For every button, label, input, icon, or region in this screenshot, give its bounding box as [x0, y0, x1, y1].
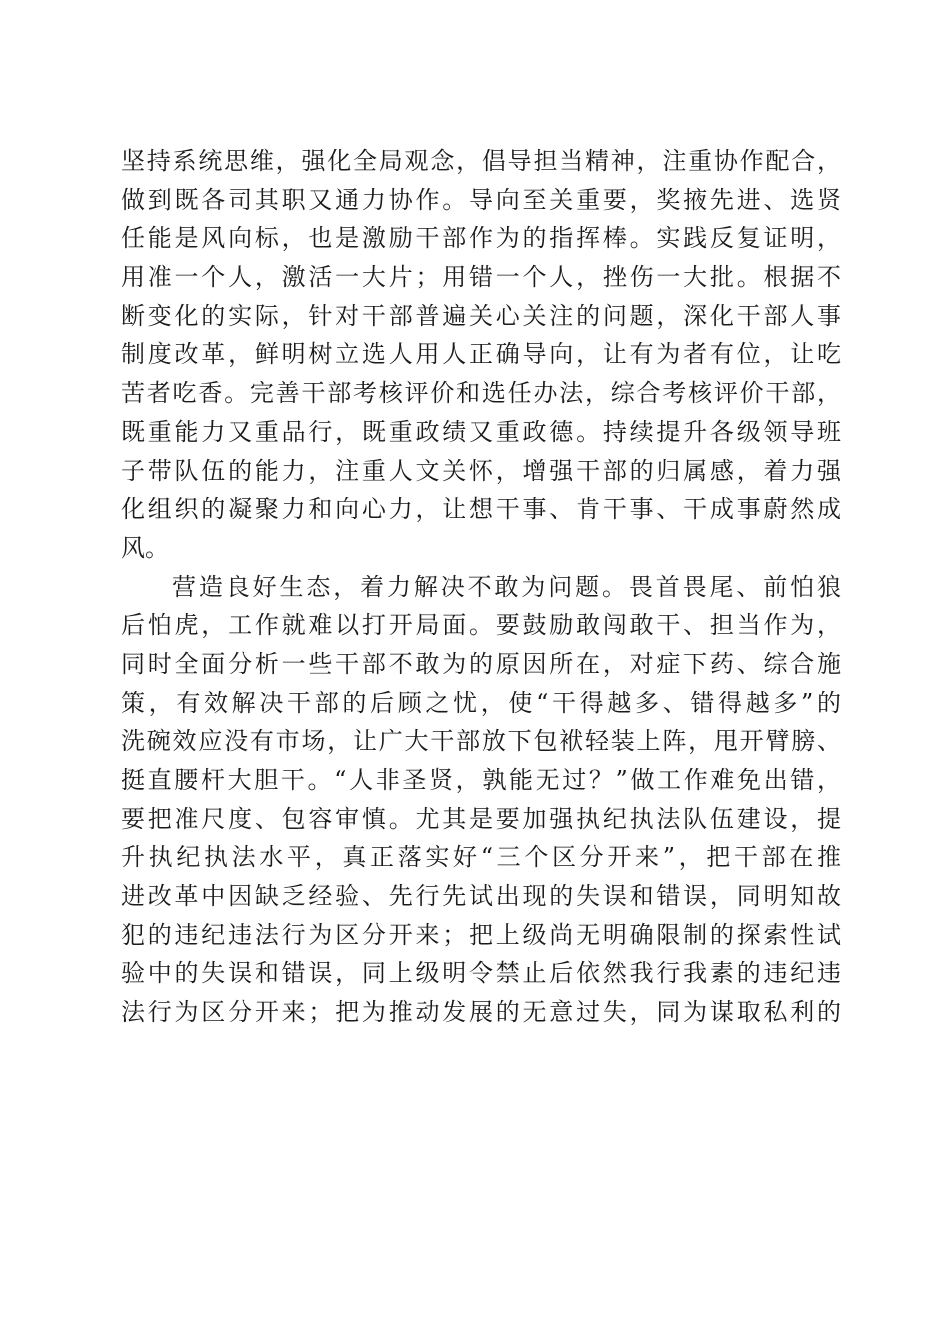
text-line: 验中的失误和错误，同上级明令禁止后依然我行我素的违纪违	[121, 959, 841, 988]
text-line: 断变化的实际，针对干部普遍关心关注的问题，深化干部人事	[121, 301, 841, 330]
text-line: 用准一个人，激活一大片；用错一个人，挫伤一大批。根据不	[121, 263, 841, 292]
text-line: 制度改革，鲜明树立选人用人正确导向，让有为者有位，让吃	[121, 340, 841, 369]
text-line: 策，有效解决干部的后顾之忧，使“干得越多、错得越多”的	[121, 688, 841, 717]
text-line: 挺直腰杆大胆干。“人非圣贤，孰能无过？”做工作难免出错，	[121, 766, 841, 794]
text-line: 坚持系统思维，强化全局观念，倡导担当精神，注重协作配合，	[121, 147, 841, 175]
text-line: 子带队伍的能力，注重人文关怀，增强干部的归属感，着力强	[121, 456, 841, 485]
text-line: 洗碗效应没有市场，让广大干部放下包袱轻装上阵，甩开臂膀、	[121, 727, 841, 756]
text-line: 化组织的凝聚力和向心力，让想干事、肯干事、干成事蔚然成	[121, 495, 841, 524]
text-line: 既重能力又重品行，既重政绩又重政德。持续提升各级领导班	[121, 417, 841, 446]
text-line: 同时全面分析一些干部不敢为的原因所在，对症下药、综合施	[121, 649, 841, 678]
text-line: 要把准尺度、包容审慎。尤其是要加强执纪执法队伍建设，提	[121, 804, 841, 833]
text-line: 任能是风向标，也是激励干部作为的指挥棒。实践反复证明，	[121, 224, 841, 253]
paragraph-start-line: 营造良好生态，着力解决不敢为问题。畏首畏尾、前怕狼	[172, 572, 841, 601]
text-line: 法行为区分开来；把为推动发展的无意过失，同为谋取私利的	[121, 998, 841, 1027]
text-line: 做到既各司其职又通力协作。导向至关重要，奖掖先进、选贤	[121, 185, 841, 214]
text-line: 犯的违纪违法行为区分开来；把上级尚无明确限制的探索性试	[121, 920, 841, 949]
paragraph-end-line: 风。	[121, 533, 169, 562]
document-body	[121, 142, 841, 1032]
text-line: 进改革中因缺乏经验、先行先试出现的失误和错误，同明知故	[121, 882, 841, 911]
text-line: 升执纪执法水平，真正落实好“三个区分开来”，把干部在推	[121, 843, 841, 872]
text-line: 后怕虎，工作就难以打开局面。要鼓励敢闯敢干、担当作为，	[121, 611, 841, 640]
text-line: 苦者吃香。完善干部考核评价和选任办法，综合考核评价干部，	[121, 379, 841, 408]
